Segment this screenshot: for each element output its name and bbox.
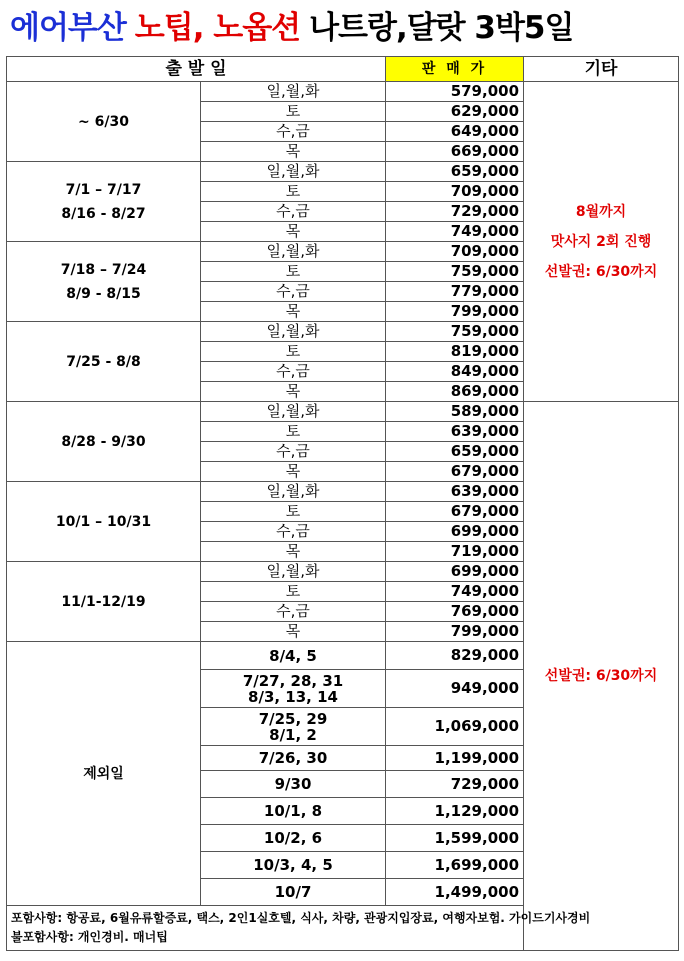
price-cell: 669,000 xyxy=(386,142,524,162)
period-line: 10/1 – 10/31 xyxy=(55,513,152,530)
weekday-cell: 수,금 xyxy=(201,362,386,382)
weekday-cell: 토 xyxy=(201,182,386,202)
footer-row xyxy=(7,906,679,951)
exclusion-dates xyxy=(201,825,386,852)
price-cell: 709,000 xyxy=(386,182,524,202)
exclusion-date-line: 10/2, 6 xyxy=(263,829,323,847)
price-cell: 649,000 xyxy=(386,122,524,142)
weekday-cell: 일,월,화 xyxy=(201,482,386,502)
title-tag: 노팁, 노옵션 xyxy=(134,10,301,46)
price-cell: 759,000 xyxy=(386,322,524,342)
price-cell: 719,000 xyxy=(386,542,524,562)
weekday-cell: 일,월,화 xyxy=(201,562,386,582)
exclusion-price: 949,000 xyxy=(386,670,524,708)
exclusion-dates xyxy=(201,879,386,906)
weekday-cell: 목 xyxy=(201,222,386,242)
exclusion-date-line: 7/26, 30 xyxy=(258,749,328,767)
weekday-cell: 일,월,화 xyxy=(201,82,386,102)
period-line: ~ 6/30 xyxy=(78,113,129,130)
weekday-cell: 일,월,화 xyxy=(201,162,386,182)
table-row xyxy=(7,82,679,102)
price-cell: 589,000 xyxy=(386,402,524,422)
price-cell: 799,000 xyxy=(386,622,524,642)
exclusion-date-line: 9/30 xyxy=(274,775,312,793)
excluded-items: 불포함사항: 개인경비. 매너팁 xyxy=(11,930,168,944)
etc-note-line: 8월까지 xyxy=(575,203,627,220)
exclusion-price: 1,699,000 xyxy=(386,852,524,879)
weekday-cell: 수,금 xyxy=(201,522,386,542)
header-etc: 기타 xyxy=(524,57,679,82)
exclusion-date-line: 7/25, 29 xyxy=(258,709,328,728)
weekday-cell: 수,금 xyxy=(201,202,386,222)
exclusion-label: 제외일 xyxy=(7,642,201,906)
exclusion-date-line: 10/1, 8 xyxy=(263,802,323,820)
exclusion-dates xyxy=(201,642,386,670)
weekday-cell: 토 xyxy=(201,102,386,122)
title-route: 나트랑,달랏 3박5일 xyxy=(309,10,574,46)
exclusion-price: 829,000 xyxy=(386,642,524,670)
etc-note-line: 선발권: 6/30까지 xyxy=(544,263,658,280)
price-cell: 749,000 xyxy=(386,582,524,602)
exclusion-date-line: 10/3, 4, 5 xyxy=(253,856,333,874)
period-line: 8/16 - 8/27 xyxy=(61,205,146,222)
weekday-cell: 토 xyxy=(201,422,386,442)
weekday-cell: 토 xyxy=(201,582,386,602)
price-cell: 699,000 xyxy=(386,522,524,542)
period-line: 7/1 – 7/17 xyxy=(65,181,142,198)
footer-cell xyxy=(7,906,679,951)
weekday-cell: 목 xyxy=(201,142,386,162)
weekday-cell: 수,금 xyxy=(201,282,386,302)
price-cell: 729,000 xyxy=(386,202,524,222)
period-cell xyxy=(7,162,201,242)
period-cell xyxy=(7,322,201,402)
etc-note-summer xyxy=(524,82,679,402)
price-cell: 659,000 xyxy=(386,442,524,462)
exclusion-price: 729,000 xyxy=(386,771,524,798)
price-cell: 659,000 xyxy=(386,162,524,182)
period-line: 7/25 - 8/8 xyxy=(66,353,141,370)
etc-note-line: 맛사지 2회 진행 xyxy=(550,233,652,250)
price-table xyxy=(6,56,679,951)
exclusion-dates xyxy=(201,771,386,798)
included-items: 포함사항: 항공료, 6월유류할증료, 택스, 2인1실호텔, 식사, 차량, 관광지입장료, 여행자보험. 가이드기사경비 xyxy=(11,911,591,925)
period-cell xyxy=(7,562,201,642)
exclusion-price: 1,129,000 xyxy=(386,798,524,825)
exclusion-date-line: 8/4, 5 xyxy=(269,646,317,665)
exclusion-date-line: 7/27, 28, 31 xyxy=(242,671,344,690)
price-cell: 769,000 xyxy=(386,602,524,622)
price-cell: 629,000 xyxy=(386,102,524,122)
period-cell xyxy=(7,402,201,482)
header-price: 판 매 가 xyxy=(386,57,524,82)
period-line: 8/9 - 8/15 xyxy=(66,285,141,302)
title-airline: 에어부산 xyxy=(10,10,126,46)
weekday-cell: 일,월,화 xyxy=(201,322,386,342)
exclusion-date-line: 10/7 xyxy=(274,883,312,901)
price-cell: 749,000 xyxy=(386,222,524,242)
exclusion-price: 1,199,000 xyxy=(386,746,524,771)
exclusion-dates xyxy=(201,852,386,879)
weekday-cell: 토 xyxy=(201,342,386,362)
price-cell: 679,000 xyxy=(386,462,524,482)
weekday-cell: 토 xyxy=(201,502,386,522)
exclusion-dates xyxy=(201,708,386,746)
price-cell: 869,000 xyxy=(386,382,524,402)
period-line: 8/28 - 9/30 xyxy=(61,433,146,450)
page-title xyxy=(10,6,582,50)
exclusion-price: 1,599,000 xyxy=(386,825,524,852)
period-line: 11/1-12/19 xyxy=(61,593,146,610)
weekday-cell: 토 xyxy=(201,262,386,282)
weekday-cell: 수,금 xyxy=(201,442,386,462)
weekday-cell: 목 xyxy=(201,382,386,402)
weekday-cell: 수,금 xyxy=(201,602,386,622)
exclusion-dates xyxy=(201,670,386,708)
exclusion-dates xyxy=(201,798,386,825)
exclusion-price: 1,069,000 xyxy=(386,708,524,746)
weekday-cell: 수,금 xyxy=(201,122,386,142)
price-cell: 849,000 xyxy=(386,362,524,382)
price-cell: 819,000 xyxy=(386,342,524,362)
price-cell: 699,000 xyxy=(386,562,524,582)
price-cell: 709,000 xyxy=(386,242,524,262)
exclusion-date-line: 8/1, 2 xyxy=(269,725,317,744)
weekday-cell: 목 xyxy=(201,622,386,642)
price-cell: 779,000 xyxy=(386,282,524,302)
period-cell xyxy=(7,82,201,162)
period-cell xyxy=(7,482,201,562)
price-cell: 799,000 xyxy=(386,302,524,322)
period-cell xyxy=(7,242,201,322)
price-cell: 579,000 xyxy=(386,82,524,102)
price-cell: 639,000 xyxy=(386,422,524,442)
table-row xyxy=(7,402,679,422)
table-header-row xyxy=(7,57,679,82)
weekday-cell: 목 xyxy=(201,542,386,562)
weekday-cell: 목 xyxy=(201,462,386,482)
weekday-cell: 일,월,화 xyxy=(201,242,386,262)
exclusion-price: 1,499,000 xyxy=(386,879,524,906)
etc-note-presale: 선발권: 6/30까지 xyxy=(524,402,679,951)
header-departure-date: 출 발 일 xyxy=(7,57,386,82)
exclusion-dates xyxy=(201,746,386,771)
period-line: 7/18 – 7/24 xyxy=(60,261,147,278)
price-cell: 679,000 xyxy=(386,502,524,522)
exclusion-date-line: 8/3, 13, 14 xyxy=(248,687,338,706)
price-cell: 759,000 xyxy=(386,262,524,282)
weekday-cell: 일,월,화 xyxy=(201,402,386,422)
weekday-cell: 목 xyxy=(201,302,386,322)
price-cell: 639,000 xyxy=(386,482,524,502)
